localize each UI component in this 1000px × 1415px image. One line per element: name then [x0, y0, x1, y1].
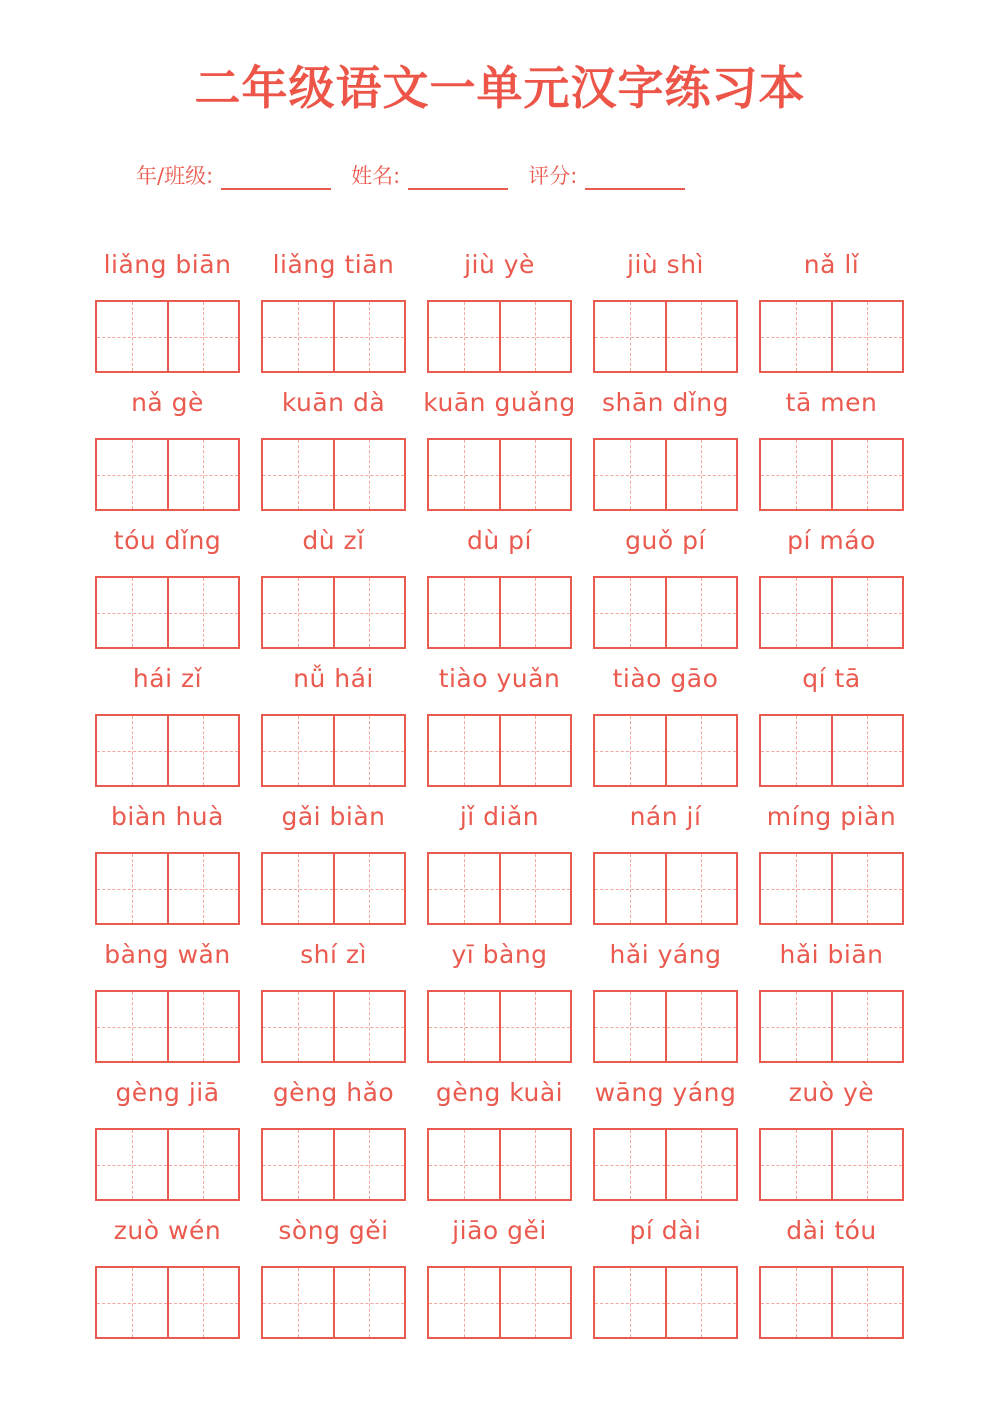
pinyin-label: tā men: [785, 388, 878, 417]
tian-zi-ge-cell[interactable]: [665, 716, 737, 785]
tian-zi-ge-cell[interactable]: [167, 302, 239, 371]
writing-boxes: [95, 576, 240, 649]
pinyin-label: gǎi biàn: [281, 802, 386, 831]
pinyin-label: qí tā: [802, 664, 861, 693]
writing-boxes: [427, 990, 572, 1063]
writing-boxes: [261, 438, 406, 511]
tian-zi-ge-cell[interactable]: [595, 578, 665, 647]
tian-zi-ge-cell[interactable]: [97, 1130, 167, 1199]
tian-zi-ge-cell[interactable]: [97, 716, 167, 785]
tian-zi-ge-cell[interactable]: [263, 302, 333, 371]
tian-zi-ge-cell[interactable]: [761, 440, 831, 509]
tian-zi-ge-cell[interactable]: [429, 1130, 499, 1199]
name-field[interactable]: [408, 166, 508, 190]
tian-zi-ge-cell[interactable]: [499, 440, 571, 509]
pinyin-label: nǎ gè: [131, 388, 204, 417]
tian-zi-ge-cell[interactable]: [499, 1130, 571, 1199]
tian-zi-ge-cell[interactable]: [831, 440, 903, 509]
tian-zi-ge-cell[interactable]: [831, 716, 903, 785]
class-label: 年/班级:: [136, 164, 214, 188]
pinyin-label: zuò wén: [113, 1216, 222, 1245]
tian-zi-ge-cell[interactable]: [429, 1268, 499, 1337]
tian-zi-ge-cell[interactable]: [595, 440, 665, 509]
tian-zi-ge-cell[interactable]: [831, 1268, 903, 1337]
writing-boxes: [261, 714, 406, 787]
writing-boxes: [759, 714, 904, 787]
tian-zi-ge-cell[interactable]: [831, 1130, 903, 1199]
tian-zi-ge-cell[interactable]: [761, 1268, 831, 1337]
writing-boxes: [95, 714, 240, 787]
writing-boxes: [95, 990, 240, 1063]
student-info-row: [136, 160, 705, 190]
tian-zi-ge-cell[interactable]: [429, 302, 499, 371]
tian-zi-ge-cell[interactable]: [97, 440, 167, 509]
tian-zi-ge-cell[interactable]: [333, 302, 405, 371]
pinyin-label: gèng hǎo: [272, 1078, 395, 1107]
tian-zi-ge-cell[interactable]: [429, 992, 499, 1061]
writing-boxes: [261, 1128, 406, 1201]
writing-boxes: [95, 852, 240, 925]
writing-boxes: [759, 438, 904, 511]
tian-zi-ge-cell[interactable]: [333, 854, 405, 923]
writing-boxes: [427, 714, 572, 787]
tian-zi-ge-cell[interactable]: [499, 302, 571, 371]
writing-boxes: [593, 1128, 738, 1201]
tian-zi-ge-cell[interactable]: [263, 578, 333, 647]
tian-zi-ge-cell[interactable]: [595, 1130, 665, 1199]
tian-zi-ge-cell[interactable]: [761, 716, 831, 785]
writing-boxes: [593, 300, 738, 373]
writing-boxes: [261, 300, 406, 373]
pinyin-label: kuān guǎng: [423, 388, 576, 417]
pinyin-label: nǎ lǐ: [803, 250, 860, 279]
pinyin-label: dù zǐ: [302, 526, 365, 555]
writing-boxes: [593, 852, 738, 925]
tian-zi-ge-cell[interactable]: [761, 854, 831, 923]
tian-zi-ge-cell[interactable]: [263, 992, 333, 1061]
pinyin-label: nǚ hái: [293, 664, 374, 693]
page-title: 二年级语文一单元汉字练习本: [194, 61, 806, 115]
tian-zi-ge-cell[interactable]: [499, 992, 571, 1061]
tian-zi-ge-cell[interactable]: [167, 716, 239, 785]
class-field[interactable]: [221, 166, 331, 190]
pinyin-label: hǎi yáng: [609, 940, 722, 969]
writing-boxes: [759, 1266, 904, 1339]
tian-zi-ge-cell[interactable]: [761, 578, 831, 647]
tian-zi-ge-cell[interactable]: [97, 302, 167, 371]
tian-zi-ge-cell[interactable]: [761, 302, 831, 371]
tian-zi-ge-cell[interactable]: [595, 716, 665, 785]
pinyin-label: sòng gěi: [278, 1216, 389, 1245]
tian-zi-ge-cell[interactable]: [831, 302, 903, 371]
pinyin-label: kuān dà: [281, 388, 386, 417]
pinyin-label: pí máo: [787, 526, 876, 555]
pinyin-label: biàn huà: [111, 802, 224, 831]
pinyin-label: zuò yè: [788, 1078, 875, 1107]
pinyin-label: liǎng tiān: [272, 250, 395, 279]
writing-boxes: [95, 1128, 240, 1201]
tian-zi-ge-cell[interactable]: [167, 578, 239, 647]
tian-zi-ge-cell[interactable]: [499, 1268, 571, 1337]
tian-zi-ge-cell[interactable]: [429, 578, 499, 647]
writing-boxes: [95, 300, 240, 373]
writing-boxes: [427, 1266, 572, 1339]
tian-zi-ge-cell[interactable]: [263, 1268, 333, 1337]
pinyin-label: liǎng biān: [103, 250, 232, 279]
writing-boxes: [427, 1128, 572, 1201]
name-label: 姓名:: [351, 164, 401, 188]
tian-zi-ge-cell[interactable]: [429, 440, 499, 509]
pinyin-label: hái zǐ: [132, 664, 203, 693]
writing-boxes: [95, 438, 240, 511]
tian-zi-ge-cell[interactable]: [97, 1268, 167, 1337]
writing-boxes: [427, 438, 572, 511]
writing-boxes: [593, 438, 738, 511]
pinyin-label: hǎi biān: [779, 940, 884, 969]
pinyin-label: gèng kuài: [435, 1078, 564, 1107]
score-label: 评分:: [528, 164, 578, 188]
writing-boxes: [593, 576, 738, 649]
tian-zi-ge-cell[interactable]: [595, 854, 665, 923]
pinyin-label: dù pí: [467, 526, 532, 555]
pinyin-label: jiāo gěi: [452, 1216, 547, 1245]
tian-zi-ge-cell[interactable]: [263, 440, 333, 509]
tian-zi-ge-cell[interactable]: [167, 854, 239, 923]
tian-zi-ge-cell[interactable]: [333, 992, 405, 1061]
score-field[interactable]: [585, 166, 685, 190]
tian-zi-ge-cell[interactable]: [665, 992, 737, 1061]
pinyin-label: jiù shì: [627, 250, 704, 279]
tian-zi-ge-cell[interactable]: [665, 1130, 737, 1199]
pinyin-label: guǒ pí: [625, 526, 706, 555]
pinyin-label: shí zì: [300, 940, 367, 969]
tian-zi-ge-cell[interactable]: [97, 578, 167, 647]
tian-zi-ge-cell[interactable]: [333, 716, 405, 785]
tian-zi-ge-cell[interactable]: [595, 302, 665, 371]
writing-boxes: [261, 1266, 406, 1339]
tian-zi-ge-cell[interactable]: [333, 440, 405, 509]
tian-zi-ge-cell[interactable]: [167, 1268, 239, 1337]
tian-zi-ge-cell[interactable]: [665, 854, 737, 923]
tian-zi-ge-cell[interactable]: [665, 440, 737, 509]
writing-boxes: [593, 1266, 738, 1339]
writing-boxes: [759, 300, 904, 373]
writing-boxes: [593, 714, 738, 787]
tian-zi-ge-cell[interactable]: [499, 716, 571, 785]
pinyin-label: jiù yè: [464, 250, 535, 279]
tian-zi-ge-cell[interactable]: [499, 578, 571, 647]
tian-zi-ge-cell[interactable]: [595, 1268, 665, 1337]
writing-boxes: [759, 852, 904, 925]
tian-zi-ge-cell[interactable]: [333, 1268, 405, 1337]
tian-zi-ge-cell[interactable]: [333, 578, 405, 647]
tian-zi-ge-cell[interactable]: [263, 1130, 333, 1199]
tian-zi-ge-cell[interactable]: [97, 992, 167, 1061]
pinyin-label: gèng jiā: [115, 1078, 220, 1107]
tian-zi-ge-cell[interactable]: [167, 992, 239, 1061]
pinyin-label: tóu dǐng: [113, 526, 222, 555]
pinyin-label: dài tóu: [786, 1216, 877, 1245]
tian-zi-ge-cell[interactable]: [429, 854, 499, 923]
writing-boxes: [759, 990, 904, 1063]
writing-boxes: [95, 1266, 240, 1339]
writing-boxes: [261, 852, 406, 925]
pinyin-label: nán jí: [629, 802, 702, 831]
writing-boxes: [261, 576, 406, 649]
tian-zi-ge-cell[interactable]: [665, 302, 737, 371]
pinyin-label: jǐ diǎn: [459, 802, 540, 831]
tian-zi-ge-cell[interactable]: [831, 854, 903, 923]
writing-boxes: [261, 990, 406, 1063]
tian-zi-ge-cell[interactable]: [665, 578, 737, 647]
pinyin-label: bàng wǎn: [104, 940, 231, 969]
pinyin-label: tiào gāo: [612, 664, 719, 693]
pinyin-label: pí dài: [629, 1216, 702, 1245]
tian-zi-ge-cell[interactable]: [167, 1130, 239, 1199]
writing-boxes: [427, 576, 572, 649]
pinyin-label: tiào yuǎn: [438, 664, 561, 693]
tian-zi-ge-cell[interactable]: [333, 1130, 405, 1199]
writing-boxes: [759, 1128, 904, 1201]
pinyin-label: shān dǐng: [601, 388, 729, 417]
tian-zi-ge-cell[interactable]: [167, 440, 239, 509]
pinyin-label: wāng yáng: [594, 1078, 737, 1107]
writing-boxes: [759, 576, 904, 649]
tian-zi-ge-cell[interactable]: [263, 716, 333, 785]
tian-zi-ge-cell[interactable]: [831, 992, 903, 1061]
writing-boxes: [427, 300, 572, 373]
writing-boxes: [427, 852, 572, 925]
tian-zi-ge-cell[interactable]: [429, 716, 499, 785]
tian-zi-ge-cell[interactable]: [665, 1268, 737, 1337]
tian-zi-ge-cell[interactable]: [595, 992, 665, 1061]
tian-zi-ge-cell[interactable]: [97, 854, 167, 923]
writing-boxes: [593, 990, 738, 1063]
tian-zi-ge-cell[interactable]: [761, 992, 831, 1061]
tian-zi-ge-cell[interactable]: [831, 578, 903, 647]
tian-zi-ge-cell[interactable]: [761, 1130, 831, 1199]
pinyin-label: míng piàn: [766, 802, 897, 831]
tian-zi-ge-cell[interactable]: [499, 854, 571, 923]
tian-zi-ge-cell[interactable]: [263, 854, 333, 923]
pinyin-label: yī bàng: [451, 940, 548, 969]
